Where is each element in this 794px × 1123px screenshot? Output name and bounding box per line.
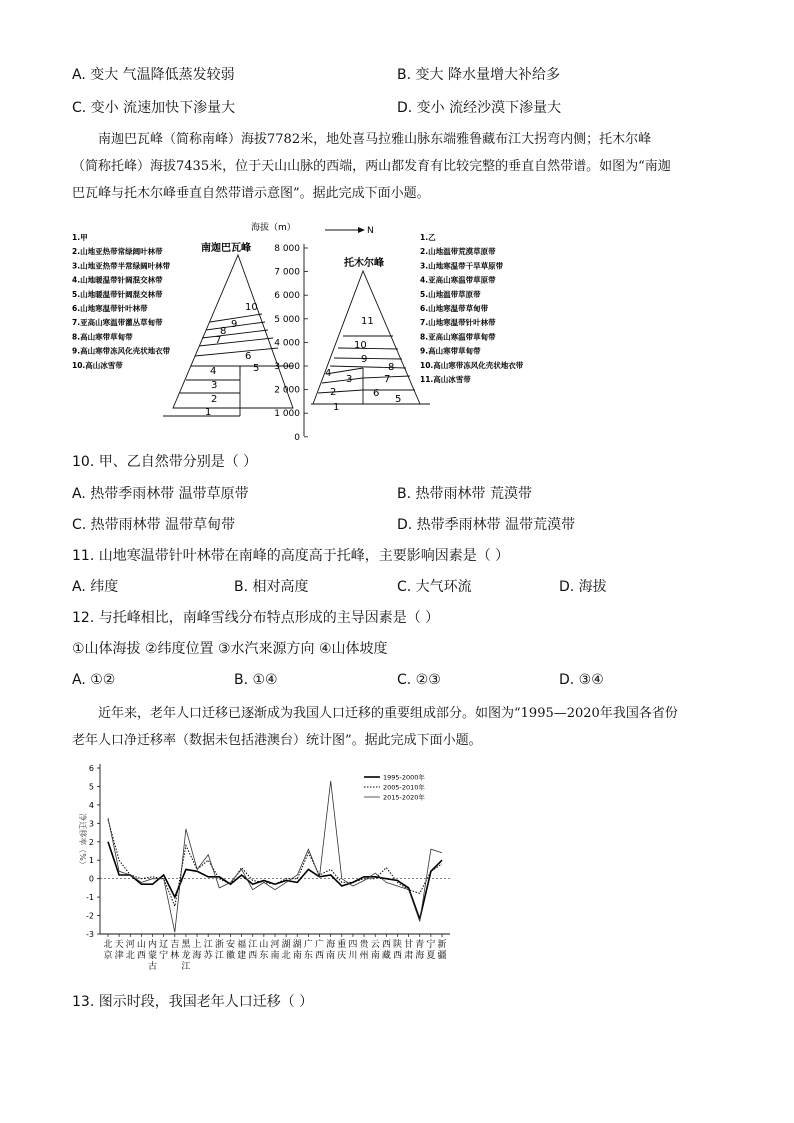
x-tick-label: 古 [148,962,158,972]
x-tick-label: 海 [415,951,425,961]
x-tick-label: 西 [381,940,391,950]
x-tick-label: 江 [248,940,258,950]
legend-right-item: 6.山地寒温带草甸带 [420,304,489,313]
q9-option-b: B. 变大 降水量增大补给多 [397,67,560,83]
y-tick-label: -1 [86,893,94,903]
x-tick-label: 南 [326,951,336,961]
vertical-zone-figure [68,218,568,443]
y-tick-label: 6 [88,764,94,773]
x-tick-label: 北 [281,951,291,961]
y-tick-label: 0 [88,874,94,884]
legend-right-item: 9.高山寒带草甸带 [420,346,481,356]
zone-right-label: 1 [333,402,340,413]
passage-1-line-2: （简称托峰）海拔7435米，位于天山山脉的西端，两山都发育有比较完整的垂直自然带谱。如图为“南迦 [72,159,671,174]
axis-title: 海拔（m） [251,223,296,233]
legend-left-item: 8.高山寒带草甸带 [72,332,133,342]
q10-option-b: B. 热带雨林带 荒漠带 [397,486,532,502]
legend-right-item: 11.高山冰雪带 [420,375,471,384]
x-tick-label: 南 [370,951,380,961]
x-tick-label: 川 [348,951,358,961]
x-tick-label: 南 [292,951,302,961]
zone-right-label: 11 [361,316,374,327]
x-tick-label: 海 [192,951,202,961]
x-tick-label: 陕 [392,940,402,950]
north-label: N [367,226,374,236]
legend-right-item: 4.亚高山寒温带草原带 [420,275,496,285]
zone-left-label: 8 [220,326,227,337]
x-tick-label: 北 [125,951,135,961]
x-tick-label: 内 [148,940,158,950]
x-tick-label: 西 [248,951,258,961]
peak-left-label: 南迦巴瓦峰 [201,243,251,254]
x-tick-label: 徽 [225,951,235,961]
x-tick-label: 辽 [159,940,169,950]
zone-line [330,366,406,368]
q12-option-a: A. ①② [72,672,116,688]
x-tick-label: 疆 [437,951,447,961]
q11-stem: 11. 山地寒温带针叶林带在南峰的高度高于托峰，主要影响因素是（ ） [72,548,510,564]
legend-right-item: 7.山地寒温带针叶林带 [420,318,496,328]
zone-right-label: 3 [346,374,353,385]
x-tick-label: 江 [181,962,191,972]
x-tick-label: 安 [225,940,235,950]
axis-tick-label: 8 000 [274,244,300,254]
axis-tick-label: 3 000 [274,362,300,372]
zone-right-label: 10 [354,340,367,351]
q10-option-c: C. 热带雨林带 温带草甸带 [72,517,236,533]
zone-line [195,348,278,356]
y-tick-label: 4 [88,800,94,810]
x-tick-label: 北 [103,940,113,950]
x-tick-label: 建 [237,951,247,961]
x-tick-label: 西 [315,951,325,961]
x-tick-label: 龙 [181,951,191,961]
q11-option-d: D. 海拔 [559,579,607,595]
zone-right-label: 9 [361,354,368,365]
x-tick-label: 贵 [359,940,369,950]
q12-stem: 12. 与托峰相比，南峰雪线分布特点形成的主导因素是（ ） [72,610,440,626]
q12-option-c: C. ②③ [397,672,441,688]
legend-left-item: 7.亚高山寒温带灌丛草甸带 [72,318,163,328]
legend-left-item: 1.甲 [72,233,88,242]
altitude-axis [251,221,374,443]
legend-right [420,233,524,384]
x-tick-label: 湖 [292,940,302,950]
x-tick-label: 新 [437,940,447,950]
zone-left-label: 1 [205,407,212,418]
x-tick-label: 福 [237,940,247,950]
legend-left [72,233,171,370]
zone-right-label: 2 [330,387,337,398]
zones-left [205,302,259,418]
passage-2 [72,700,722,754]
legend-right-item: 10.高山寒带冻风化壳状地衣带 [420,360,524,370]
x-tick-label: 夏 [426,951,436,961]
y-tick-label: 3 [88,819,94,829]
passage-1 [72,126,722,207]
q9-option-c: C. 变小 流速加快下渗量大 [72,100,236,116]
q9-option-d: D. 变小 流经沙漠下渗量大 [397,100,562,116]
legend-left-item: 9.高山寒带冻风化壳状地衣带 [72,346,171,356]
q11-option-b: B. 相对高度 [234,579,309,595]
passage-1-line-3: 巴瓦峰与托木尔峰垂直自然带谱示意图”。据此完成下面小题。 [72,186,430,201]
x-tick-label: 河 [125,940,135,950]
axis-ticks [274,244,308,443]
y-tick-label: 2 [88,837,94,847]
zone-right-label: 5 [395,394,402,405]
x-tick-label: 林 [170,951,180,961]
x-tick-label: 天 [114,940,124,950]
x-tick-label: 州 [359,951,369,961]
legend-label-2: 2005-2010年 [383,783,425,792]
q11-option-c: C. 大气环流 [397,579,472,595]
axis-tick-label: 6 000 [274,291,300,302]
x-tick-label: 西 [136,951,146,961]
x-tick-label: 吉 [170,940,180,950]
legend-left-item: 4.山地暖温带针阔混交林带 [72,275,163,285]
x-tick-label: 宁 [159,951,169,961]
passage-1-line-1: 南迦巴瓦峰（简称南峰）海拔7782米，地处喜马拉雅山脉东端雅鲁藏布江大拐弯内侧；托木尔峰 [98,132,652,147]
y-axis-label: 净迁移率（%） [78,813,87,869]
zone-line [334,358,402,359]
legend-right-item: 5.山地温带草原带 [420,289,481,299]
legend-left-item: 6.山地寒温带针叶林带 [72,304,148,313]
axis-tick-label: 2 000 [274,385,300,396]
x-tick-label: 河 [270,940,280,950]
q10-stem: 10. 甲、乙自然带分别是（ ） [72,454,258,470]
legend-right-item: 8.亚高山寒温带草甸带 [420,332,496,342]
x-tick-label: 甘 [404,940,414,950]
zone-line [202,330,268,338]
zone-left-label: 2 [211,394,218,405]
x-tick-label: 津 [114,951,124,961]
zone-line [318,390,363,393]
peak-right-label: 托木尔峰 [344,258,384,269]
x-tick-label: 东 [303,951,313,961]
x-tick-label: 蒙 [148,951,158,961]
mountain-right [311,271,430,404]
x-tick-label: 云 [370,940,380,950]
y-tick-label: 5 [88,782,94,792]
series-line-3 [108,781,442,932]
legend-right-item: 3.山地寒温带干旱草原带 [420,261,504,271]
legend-right-item: 2.山地温带荒漠草原带 [420,247,496,257]
axis-tick-label: 1 000 [274,409,300,420]
y-tick-label: -3 [86,930,94,939]
legend-left-item: 10.高山冰雪带 [72,360,123,370]
x-tick-label: 宁 [426,940,436,950]
x-tick-label: 江 [203,940,213,950]
q12-option-b: B. ①④ [234,672,278,688]
q13-stem: 13. 图示时段，我国老年人口迁移（ ） [72,994,314,1010]
axis-tick-label: 7 000 [274,267,300,278]
x-tick-label: 广 [303,940,313,950]
x-tick-label: 西 [392,951,402,961]
zone-left-label: 5 [253,363,260,374]
x-tick-label: 江 [214,951,224,961]
axis-tick-label: 5 000 [274,314,300,325]
axis-tick-label: 4 000 [274,338,300,349]
zone-right-label: 6 [373,388,380,399]
q11-option-a: A. 纬度 [72,579,119,595]
q12-items: ①山体海拔 ②纬度位置 ③水汽来源方向 ④山体坡度 [72,641,388,657]
legend-label-3: 2015-2020年 [383,793,425,802]
x-tick-label: 庆 [337,951,347,961]
passage-2-line-1: 近年来，老年人口迁移已逐渐成为我国人口迁移的重要组成部分。如图为“1995—2020年我国各省份 [98,706,678,721]
q9-option-a: A. 变大 气温降低蒸发较弱 [72,67,235,83]
zone-left-label: 10 [245,302,258,313]
zone-left-label: 9 [231,319,238,330]
x-tick-label: 浙 [214,940,224,950]
x-tick-label: 青 [415,940,425,950]
q10-option-d: D. 热带季雨林带 温带荒漠带 [397,517,576,533]
x-tick-label: 苏 [203,951,213,961]
x-tick-label: 四 [348,940,358,950]
series-line-1 [108,842,442,919]
passage-2-line-2: 老年人口净迁移率（数据未包括港澳台）统计图”。据此完成下面小题。 [72,733,482,748]
zone-line [338,348,398,349]
zone-right-label: 7 [384,374,391,385]
x-tick-label: 藏 [381,951,391,961]
north-arrow-head [358,227,365,233]
legend-left-item: 5.山地暖温带针阔混交林带 [72,289,163,299]
x-tick-label: 山 [259,940,269,950]
legend-right-item: 1.乙 [420,233,436,242]
zone-line [326,368,363,374]
q12-option-d: D. ③④ [559,672,604,688]
zone-line [199,338,273,346]
series-line-2 [108,820,442,907]
y-tick-label: 1 [88,856,94,866]
x-tick-label: 山 [136,940,146,950]
x-tick-label: 南 [270,951,280,961]
x-tick-label: 黑 [181,940,191,950]
x-tick-label: 湖 [281,940,291,950]
x-tick-label: 广 [315,940,325,950]
zone-left-label: 3 [211,380,218,391]
legend-left-item: 3.山地亚热带半常绿阔叶林带 [72,261,171,271]
x-tick-label: 肃 [404,951,414,961]
zone-right-label: 8 [388,362,395,373]
zone-right-label: 4 [325,368,332,379]
x-tick-label: 京 [103,951,113,961]
zone-left-label: 4 [210,366,217,377]
migration-rate-chart [68,760,460,985]
x-tick-label: 上 [192,940,202,950]
zone-left-label: 6 [245,351,252,362]
q10-option-a: A. 热带季雨林带 温带草原带 [72,486,249,502]
x-tick-label: 重 [337,940,347,950]
x-tick-label: 东 [259,951,269,961]
legend-label-1: 1995-2000年 [383,773,425,782]
x-tick-label: 海 [326,940,336,950]
mountain-right-outline [313,271,420,404]
legend-left-item: 2.山地亚热带常绿阔叶林带 [72,247,163,257]
axis-tick-label: 0 [294,432,300,443]
zone-left-label: 7 [215,335,222,346]
y-tick-label: -2 [86,911,94,921]
